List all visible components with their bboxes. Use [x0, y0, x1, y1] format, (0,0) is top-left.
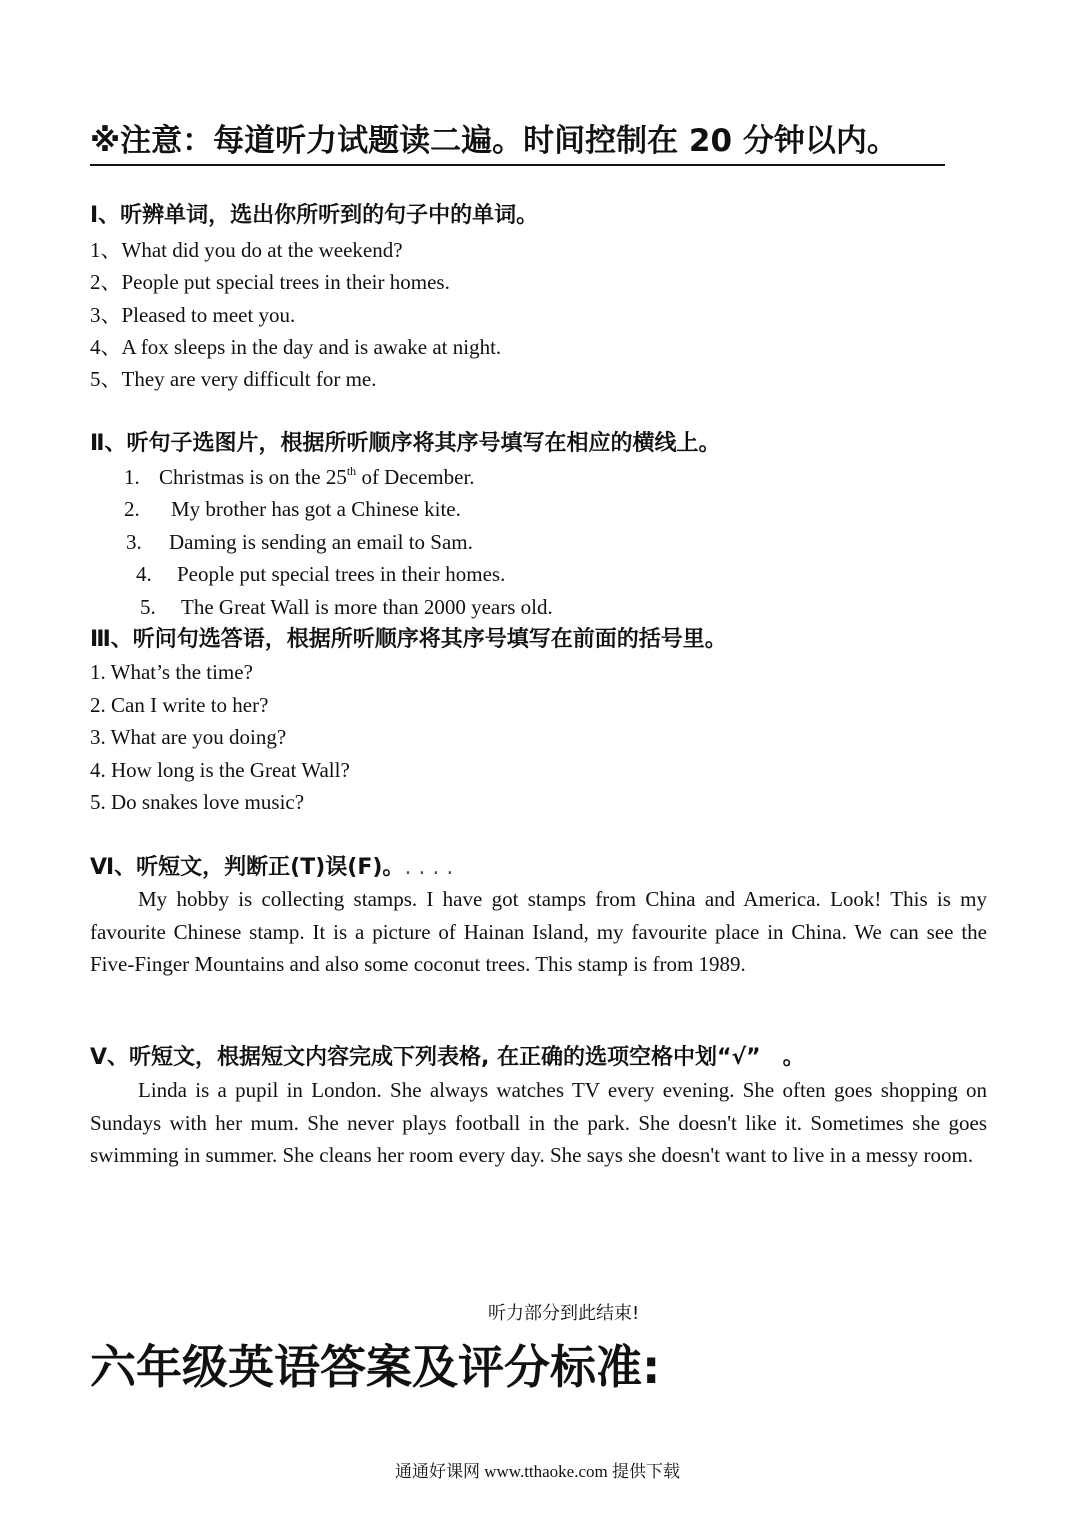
section2-item-1	[124, 462, 475, 492]
section4-trailing-dots: . . . .	[404, 855, 454, 880]
section2-item-4	[136, 559, 505, 589]
footer-credit: 通通好课网 www.tthaoke.com 提供下载	[394, 1462, 681, 1481]
section3-item-2: 2. Can I write to her?	[90, 693, 269, 717]
section2-item-4-text: People put special trees in their homes.	[177, 562, 506, 586]
section5-heading: Ⅴ、听短文，根据短文内容完成下列表格, 在正确的选项空格中划“√” 。	[90, 1045, 805, 1070]
section2-item-5-number: 5.	[140, 595, 156, 619]
section3-item-4: 4. How long is the Great Wall?	[90, 758, 350, 782]
section4-heading-text: Ⅵ、听短文，判断正(T)误(F)。	[90, 855, 405, 880]
listening-end-note: 听力部分到此结束!	[488, 1303, 640, 1324]
section2-item-3	[126, 527, 473, 557]
answer-title: 六年级英语答案及评分标准:	[90, 1340, 661, 1394]
section2-item-2-number: 2.	[124, 497, 140, 521]
section2-item-3-text: Daming is sending an email to Sam.	[169, 530, 473, 554]
section2-item-5-text: The Great Wall is more than 2000 years old.	[181, 595, 553, 619]
section2-item-2-text: My brother has got a Chinese kite.	[171, 497, 461, 521]
section4-paragraph: My hobby is collecting stamps. I have got stamps from China and America. Look! This is my favourite Chinese stamp. It is a picture of Hainan Island, my favourite place in China. We can see the Five-Finger Mountains and also some coconut trees. This stamp is from 1989.	[90, 887, 987, 976]
section4-heading	[90, 852, 453, 884]
section2-item-4-number: 4.	[136, 562, 152, 586]
section1-item-1: 1、What did you do at the weekend?	[90, 238, 403, 262]
section3-item-1: 1. What’s the time?	[90, 660, 253, 684]
section5-paragraph: Linda is a pupil in London. She always watches TV every evening. She often goes shopping on Sundays with her mum. She never plays football in the park. She doesn't like it. Sometimes she goes swimming in summer. She cleans her room every day. She says she doesn't want to live in a messy room.	[90, 1078, 987, 1167]
section1-item-5: 5、They are very difficult for me.	[90, 367, 377, 391]
section1-item-4: 4、A fox sleeps in the day and is awake at night.	[90, 335, 502, 359]
section2-item-2	[124, 494, 461, 524]
section2-item-1-text: Christmas is on the 25	[159, 465, 347, 489]
section1-item-2: 2、People put special trees in their homes.	[90, 270, 450, 294]
section3-item-3: 3. What are you doing?	[90, 725, 287, 749]
section1-item-3: 3、Pleased to meet you.	[90, 303, 296, 327]
section2-item-1-text-end: of December.	[356, 465, 475, 489]
section2-item-3-number: 3.	[126, 530, 142, 554]
section2-item-5	[140, 592, 553, 622]
section3-heading: Ⅲ、听问句选答语，根据所听顺序将其序号填写在前面的括号里。	[90, 627, 727, 652]
section2-item-1-number: 1.	[124, 465, 140, 489]
section2-item-1-superscript: th	[346, 464, 357, 478]
section1-heading: Ⅰ、听辨单词，选出你所听到的句子中的单词。	[90, 203, 539, 228]
section2-heading: Ⅱ、听句子选图片，根据所听顺序将其序号填写在相应的横线上。	[90, 431, 721, 456]
section3-item-5: 5. Do snakes love music?	[90, 790, 305, 814]
notice-banner: ※注意：每道听力试题读二遍。时间控制在 20 分钟以内。	[90, 118, 945, 166]
